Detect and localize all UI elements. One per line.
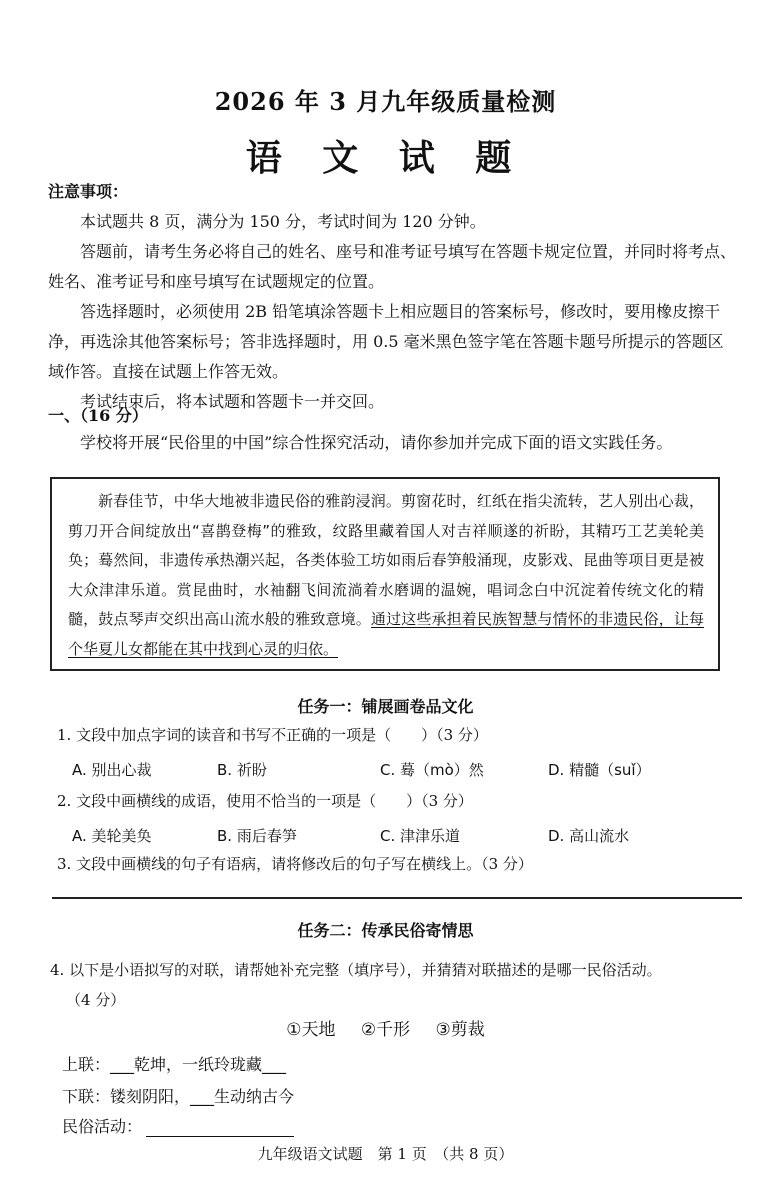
q1-option-d: D. 精髓（suǐ） <box>548 761 651 779</box>
task1-title: 任务一：铺展画卷品文化 <box>297 697 474 716</box>
question-4: 4. 以下是小语拟写的对联，请帮她补充完整（填序号），并猜猜对联描述的是哪一民俗活动。 <box>50 961 662 979</box>
upper-couplet: 上联：___乾坤，一纸玲珑藏___ <box>62 1055 287 1074</box>
page-footer: 九年级语文试题 第 1 页 （共 8 页） <box>257 1145 514 1163</box>
q1-option-a: A. 别出心裁 <box>72 761 152 779</box>
q1-option-c: C. 蓦（mò）然 <box>380 761 484 779</box>
lower-couplet: 下联：镂刻阴阳，___生动纳古今 <box>62 1087 295 1106</box>
choice-row <box>0 1015 771 1040</box>
activity-answer-line <box>146 1118 294 1137</box>
choice-3: ③剪裁 <box>435 1020 485 1040</box>
q2-option-a: A. 美轮美奂 <box>72 827 152 845</box>
passage-underlined-sentence: 通过这些承担着民族智慧与情怀的非遗民俗，让每个华夏儿女都能在其中找到心灵的归依。 <box>68 610 704 658</box>
q2-option-b: B. 雨后春笋 <box>217 827 297 845</box>
q1-option-b: B. 祈盼 <box>217 761 267 779</box>
notice-item: 本试题共 8 页，满分为 150 分，考试时间为 120 分钟。 <box>80 212 486 231</box>
section-intro: 学校将开展“民俗里的中国”综合性探究活动，请你参加并完成下面的语文实践任务。 <box>80 433 673 452</box>
q2-option-d: D. 高山流水 <box>548 827 630 845</box>
notice-heading: 注意事项： <box>48 182 129 201</box>
answer-line <box>52 897 742 899</box>
choice-2: ②千形 <box>360 1020 411 1040</box>
q2-option-c: C. 津津乐道 <box>380 827 461 845</box>
activity-label: 民俗活动： <box>62 1117 143 1136</box>
notice-item: 答选择题时，必须使用 2B 铅笔填涂答题卡上相应题目的答案标号，修改时，要用橡皮擦干净，再选涂其他答案标号；答非选择题时，用 0.5 毫米黑色签字笔在答题卡题号所提示的答题区域作答。直接在试题上作答无效。 <box>48 302 724 381</box>
question-4-score: （4 分） <box>66 991 126 1009</box>
exam-title: 2026 年 3 月九年级质量检测 <box>214 87 557 116</box>
notice-item: 答题前，请考生务必将自己的姓名、座号和准考证号填写在答题卡规定位置，并同时将考点、姓名、准考证号和座号填写在试题规定的位置。 <box>48 242 737 291</box>
task2-title: 任务二：传承民俗寄情思 <box>297 921 474 940</box>
choice-1: ①天地 <box>286 1020 336 1040</box>
notice-list <box>48 207 738 417</box>
activity-row <box>62 1114 294 1137</box>
passage-box <box>50 477 720 671</box>
question-1: 1. 文段中加点字词的读音和书写不正确的一项是（ ）（3 分） <box>57 726 488 744</box>
question-3: 3. 文段中画横线的句子有语病，请将修改后的句子写在横线上。（3 分） <box>57 855 533 873</box>
section-heading: 一、（16 分） <box>48 406 148 425</box>
passage-text: 新春佳节，中华大地被非遗民俗的雅韵浸润。剪窗花时，红纸在指尖流转，艺人别出心裁，剪刀开合间绽放出“喜鹊登梅”的雅致，纹路里藏着国人对吉祥顺遂的祈盼，其精巧工艺美轮美奂；蓦然间，非遗传承热潮兴起，各类体验工坊如雨后春笋般涌现，皮影戏、昆曲等项目更是被大众津津乐道。赏昆曲时，水袖翻飞间流淌着水磨调的温婉，唱词念白中沉淀着传统文化的精髓，鼓点琴声交织出高山流水般的雅致意境。 <box>68 492 704 628</box>
subject-title: 语 文 试 题 <box>245 137 526 179</box>
question-2: 2. 文段中画横线的成语，使用不恰当的一项是（ ）（3 分） <box>57 792 473 810</box>
notice-item: 考试结束后，将本试题和答题卡一并交回。 <box>80 392 385 411</box>
